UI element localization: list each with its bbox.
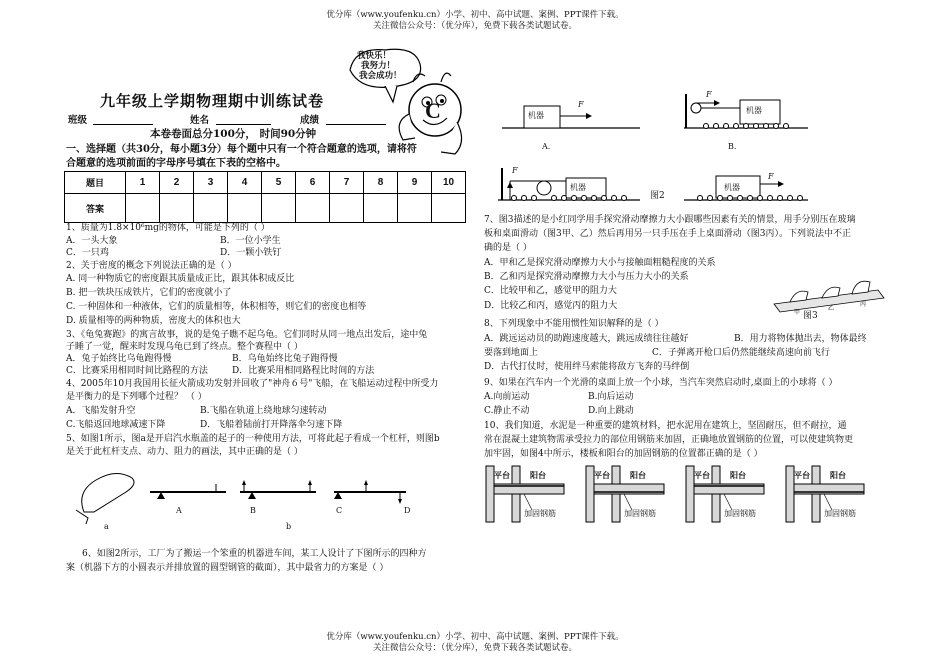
- answer-cell-2[interactable]: [160, 194, 194, 223]
- question-2: 2、关于密度的概念下列说法正确的是（ ）: [66, 261, 237, 271]
- answer-cell-10[interactable]: [432, 194, 466, 223]
- bubble-line-1: 我快乐！: [357, 51, 392, 61]
- fig4-b-rebar: 加固钢筋: [624, 509, 656, 518]
- fig4-c-rebar: 加固钢筋: [724, 509, 756, 518]
- question-6-line-1: 6、如图2所示，工厂为了搬运一个笨重的机器进车间，某工人设计了下图所示的四种方: [82, 549, 427, 559]
- name-label: 姓名: [190, 115, 210, 126]
- question-4-line-1: 4、2005年10月我国用长征火箭成功发射并回收了"神舟６号"飞船，在飞船运动过程中所受力: [66, 379, 439, 389]
- question-10-line-2: 常在混凝土建筑物需承受拉力的部位用钢筋来加固，正确地放置钢筋的位置，可以使建筑物更: [484, 435, 854, 445]
- fig2-force-c: F: [512, 166, 518, 175]
- fig2-caption: 图2: [650, 191, 665, 201]
- figure-4: [484, 464, 884, 526]
- figure-1: [66, 462, 456, 534]
- fig1-sub-b: b: [286, 522, 292, 531]
- q4-option-b: B.飞船在轨道上绕地球匀速转动: [200, 406, 327, 416]
- fig4-d-balcony: 阳台: [830, 470, 846, 480]
- question-1: 1、质量为1.8×10⁶mg的物体，可能是下列的（ ）: [66, 223, 270, 233]
- q1-option-c: C．一只鸡: [66, 248, 109, 258]
- question-10-line-1: 10、我们知道，水泥是一种重要的建筑材料，把水泥用在建筑上，坚固耐压，但不耐拉，通: [484, 421, 847, 431]
- question-10-line-3: 加牢固，如图4中所示，楼板和阳台的加固钢筋的位置都正确的是（ ）: [484, 449, 763, 459]
- q8-option-c: C．子弹离开枪口后仍然能继续高速向前飞行: [652, 348, 830, 358]
- q7-option-a: A．甲和乙是探究滑动摩擦力大小与接触面粗糙程度的关系: [484, 258, 716, 268]
- score-blank[interactable]: [326, 124, 386, 125]
- fig3-label-yi: 乙: [828, 305, 835, 312]
- question-9: 9、如果在汽车内一个光滑的桌面上放一个小球，当汽车突然启动时,桌面上的小球将（ ）: [484, 378, 838, 388]
- q7-option-b: B．乙和丙是探究滑动摩擦力大小与压力大小的关系: [484, 272, 689, 282]
- fig4-d-rebar: 加固钢筋: [824, 509, 856, 518]
- q7-option-c: C．比较甲和乙，感觉甲的阻力大: [484, 286, 617, 296]
- q8-option-b: B．用力将物体抛出去，物体最终: [734, 334, 867, 344]
- q1-option-b: B．一位小学生: [220, 236, 281, 246]
- question-3-line-2: 子睡了一觉，醒来时发现乌龟已到了终点。整个赛程中（ ）: [66, 342, 303, 352]
- fig4-c-platform: 平台: [694, 470, 710, 480]
- fig2-force-d: F: [768, 172, 774, 181]
- answer-cell-6[interactable]: [296, 194, 330, 223]
- answer-cell-3[interactable]: [194, 194, 228, 223]
- fig4-b-balcony: 阳台: [630, 470, 646, 480]
- header-line-2: 关注微信公众号：（优分库），免费下载各类试题试卷。: [372, 21, 577, 31]
- q9-option-c: C.静止不动: [484, 406, 530, 416]
- fig2-label-a: A.: [542, 142, 551, 151]
- q8-option-d: D．古代打仗时，使用绊马索能将敌方飞奔的马绊倒: [484, 362, 690, 372]
- question-8: 8、下列现象中不能用惯性知识解释的是（ ）: [484, 319, 664, 329]
- question-7-line-1: 7、图3描述的是小红同学用手探究滑动摩擦力大小跟哪些因素有关的情景，用手分别压在玻璃: [484, 215, 856, 225]
- answer-table-header-row: [65, 172, 466, 194]
- figure-3-drawing: [770, 276, 888, 320]
- table-number-7: 7: [330, 172, 364, 194]
- exam-title: 九年级上学期物理期中训练试卷: [100, 92, 325, 110]
- question-3-line-1: 3、《龟兔赛跑》的寓言故事，说的是兔子瞧不起乌龟。它们同时从同一地点出发后，途中兔: [66, 330, 428, 340]
- fig1-label-c: C: [336, 506, 343, 515]
- q9-option-b: B.向后运动: [588, 392, 634, 402]
- fig2-force-a: F: [578, 100, 584, 109]
- fig2-machine-b: 机器: [746, 106, 762, 115]
- q3-option-d: D．比赛采用相同路程比时间的方法: [232, 366, 375, 376]
- cartoon-letter: C: [425, 98, 441, 123]
- q2-option-b: B. 把一铁块压成铁片，它们的密度就小了: [66, 288, 232, 298]
- q1-option-a: A．一头大象: [66, 236, 118, 246]
- q2-option-a: A. 同一种物质它的密度跟其质量成正比，跟其体积成反比: [66, 274, 295, 284]
- figure-3: [770, 276, 888, 320]
- answer-cell-1[interactable]: [126, 194, 160, 223]
- table-number-9: 9: [398, 172, 432, 194]
- question-4-line-2: 是平衡力的是下列哪个过程？ （ ）: [66, 392, 207, 402]
- fig2-machine-a: 机器: [528, 111, 544, 120]
- class-blank[interactable]: [93, 124, 153, 125]
- q2-option-d: D. 质量相等的两种物质，密度大的体积也大: [66, 316, 241, 326]
- answer-cell-5[interactable]: [262, 194, 296, 223]
- q3-option-a: A．兔子始终比乌龟跑得慢: [66, 354, 172, 364]
- table-number-4: 4: [228, 172, 262, 194]
- q7-option-d: D．比较乙和丙，感觉丙的阻力大: [484, 301, 618, 311]
- table-number-8: 8: [364, 172, 398, 194]
- page-header: [0, 10, 950, 32]
- table-number-3: 3: [194, 172, 228, 194]
- fig4-c-balcony: 阳台: [730, 470, 746, 480]
- question-6-line-2: 案（机器下方的小圆表示并排放置的圆型钢管的截面），其中最省力的方案是（ ）: [66, 563, 389, 573]
- question-7-line-2: 板和桌面滑动（图3甲、乙）然后再用另一只手压在手上桌面滑动（图3丙）。下列说法中不正: [484, 229, 851, 239]
- class-label: 班级: [68, 115, 88, 126]
- q8-option-b-cont: 要落到地面上: [484, 348, 539, 358]
- answer-cell-4[interactable]: [228, 194, 262, 223]
- table-number-1: 1: [126, 172, 160, 194]
- answer-table-answer-row: [65, 194, 466, 223]
- bubble-line-2: 我努力！: [361, 61, 396, 71]
- page-footer: [0, 632, 950, 654]
- q9-option-d: D.向上跳动: [588, 406, 634, 416]
- table-question-label: 题目: [65, 172, 126, 194]
- q4-option-c: C.飞船返回地球减速下降: [66, 420, 166, 430]
- question-5-line-1: 5、如图1所示，图a是开启汽水瓶盖的起子的一种使用方法，可将此起子看成一个杠杆，则图b: [66, 434, 440, 444]
- fig2-machine-d: 机器: [724, 183, 740, 192]
- table-number-2: 2: [160, 172, 194, 194]
- question-5-line-2: 是关于此杠杆支点、动力、阻力的画法，其中正确的是（ ）: [66, 447, 303, 457]
- q2-option-c: C. 一种固体和一种液体，它们的质量相等，体积相等，则它们的密度也相等: [66, 302, 367, 312]
- fig1-label-a: A: [176, 506, 182, 515]
- fig2-force-b: F: [706, 90, 712, 99]
- name-blank[interactable]: [216, 124, 271, 125]
- fig3-label-bing: 丙: [860, 301, 867, 308]
- fig3-caption: 图3: [803, 311, 818, 321]
- answer-table: [64, 171, 466, 223]
- footer-line-2: 关注微信公众号：（优分库），免费下载各类试题试卷。: [372, 643, 577, 653]
- total-score-line: 本卷卷面总分100分， 时间90分钟: [150, 128, 317, 140]
- answer-cell-9[interactable]: [398, 194, 432, 223]
- fig4-b-platform: 平台: [594, 470, 610, 480]
- fig2-machine-c: 机器: [570, 183, 586, 192]
- answer-cell-7[interactable]: [330, 194, 364, 223]
- q9-option-a: A.向前运动: [484, 392, 530, 402]
- table-number-5: 5: [262, 172, 296, 194]
- fig4-a-platform: 平台: [494, 470, 510, 480]
- fig4-a-rebar: 加固钢筋: [524, 509, 556, 518]
- bubble-line-3: 我会成功！: [359, 71, 402, 81]
- footer-line-1: 优分库（www.youfenku.cn）小学、初中、高中试题、案例、PPT课件下载。: [326, 632, 624, 642]
- fig1-label-b: B: [250, 506, 256, 515]
- q4-option-a: A．飞船发射升空: [66, 406, 136, 416]
- section1-instructions-1: 一、选择题（共30分，每小题3分）每个题中只有一个符合题意的选项，请将符: [66, 144, 417, 155]
- fig4-d-platform: 平台: [794, 470, 810, 480]
- table-number-6: 6: [296, 172, 330, 194]
- figure-2: [490, 88, 810, 218]
- figure-1-drawing: [66, 462, 456, 534]
- q3-option-c: C．比赛采用相同时间比路程的方法: [66, 366, 208, 376]
- q8-option-a: A．跳远运动员的助跑速度越大，跳远成绩往往越好: [484, 334, 689, 344]
- fig1-sub-a: a: [104, 522, 109, 531]
- q1-option-d: D．一颗小铁钉: [220, 248, 282, 258]
- score-label: 成绩: [300, 115, 320, 126]
- answer-cell-8[interactable]: [364, 194, 398, 223]
- table-number-10: 10: [432, 172, 466, 194]
- header-line-1: 优分库（www.youfenku.cn）小学、初中、高中试题、案例、PPT课件下载。: [326, 10, 624, 20]
- q4-option-d: D．飞船着陆前打开降落伞匀速下降: [200, 420, 343, 430]
- fig4-a-balcony: 阳台: [530, 470, 546, 480]
- table-answer-label: 答案: [65, 194, 126, 223]
- fig1-label-d: D: [404, 506, 411, 515]
- question-7-line-3: 确的是（ ）: [484, 243, 532, 253]
- fig3-label-jia: 甲: [794, 309, 801, 316]
- section1-instructions-2: 合题意的选项前面的字母序号填在下表的空格中。: [66, 158, 286, 169]
- fig2-label-b: B.: [728, 142, 737, 151]
- q3-option-b: B．乌龟始终比兔子跑得慢: [232, 354, 338, 364]
